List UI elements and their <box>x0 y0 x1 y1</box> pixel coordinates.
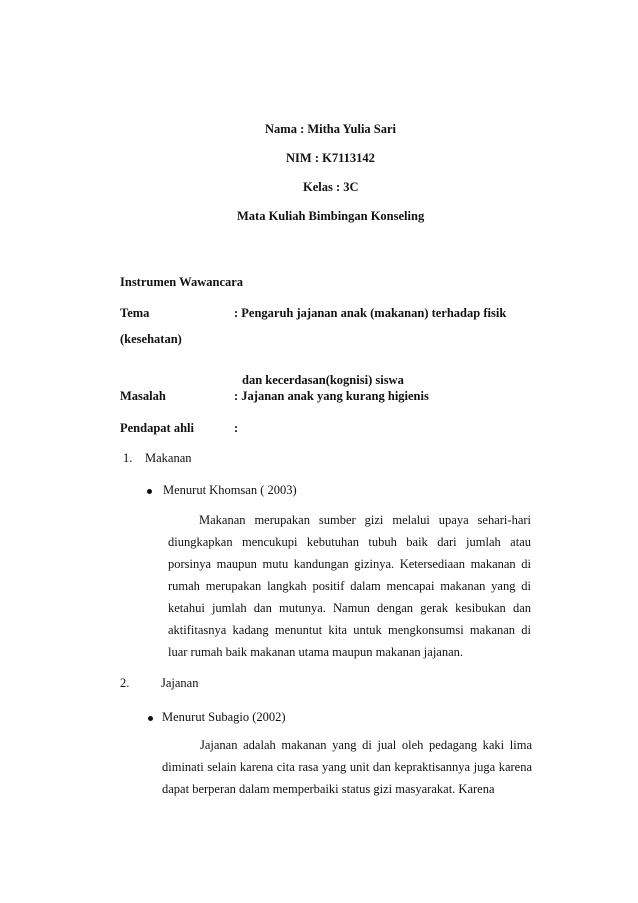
tema-value-continued: dan kecerdasan(kognisi) siswa <box>242 373 404 387</box>
course-title: Mata Kuliah Bimbingan Konseling <box>237 209 425 223</box>
section-2-number: 2. <box>120 676 130 690</box>
tema-label: Tema <box>120 306 150 320</box>
student-class: Kelas : 3C <box>303 180 359 194</box>
masalah-label: Masalah <box>120 389 166 403</box>
tema-value-wrap: (kesehatan) <box>120 332 182 346</box>
student-name: Nama : Mitha Yulia Sari <box>265 122 397 136</box>
section-1-title: Makanan <box>145 451 192 465</box>
section-1-bullet: Menurut Khomsan ( 2003) <box>163 483 297 497</box>
tema-value: : Pengaruh jajanan anak (makanan) terhadap fisik <box>234 306 507 320</box>
section-1-number: 1. <box>123 451 133 465</box>
pendapat-value: : <box>234 421 239 435</box>
section-2-bullet: Menurut Subagio (2002) <box>162 710 286 724</box>
instrument-title: Instrumen Wawancara <box>120 275 244 289</box>
student-nim: NIM : K7113142 <box>286 151 375 165</box>
section-2-title: Jajanan <box>161 676 199 690</box>
masalah-value: : Jajanan anak yang kurang higienis <box>234 389 429 403</box>
section-1-paragraph: Makanan merupakan sumber gizi melalui upaya sehari-hari diungkapkan mencukupi kebutuhan tubuh baik dari jumlah atau porsinya maupun mutu kandungan gizinya. Ketersediaan makanan di rumah merupakan langkah positif dalam mencapai makanan yang di ketahui jumlah dan mutunya. Namun dengan gerak kesibukan dan aktifitasnya kadang menuntut kita untuk mengkonsumsi makanan di luar rumah baik makanan utama maupun makanan jajanan. <box>168 513 531 659</box>
bullet-icon <box>147 489 152 494</box>
bullet-icon <box>148 716 153 721</box>
pendapat-label: Pendapat ahli <box>120 421 194 435</box>
section-2-paragraph: Jajanan adalah makanan yang di jual oleh pedagang kaki lima diminati selain karena cita rasa yang unit dan kepraktisannya juga karena dapat berperan dalam memperbaiki status gizi masyarakat. Karena <box>162 738 532 796</box>
